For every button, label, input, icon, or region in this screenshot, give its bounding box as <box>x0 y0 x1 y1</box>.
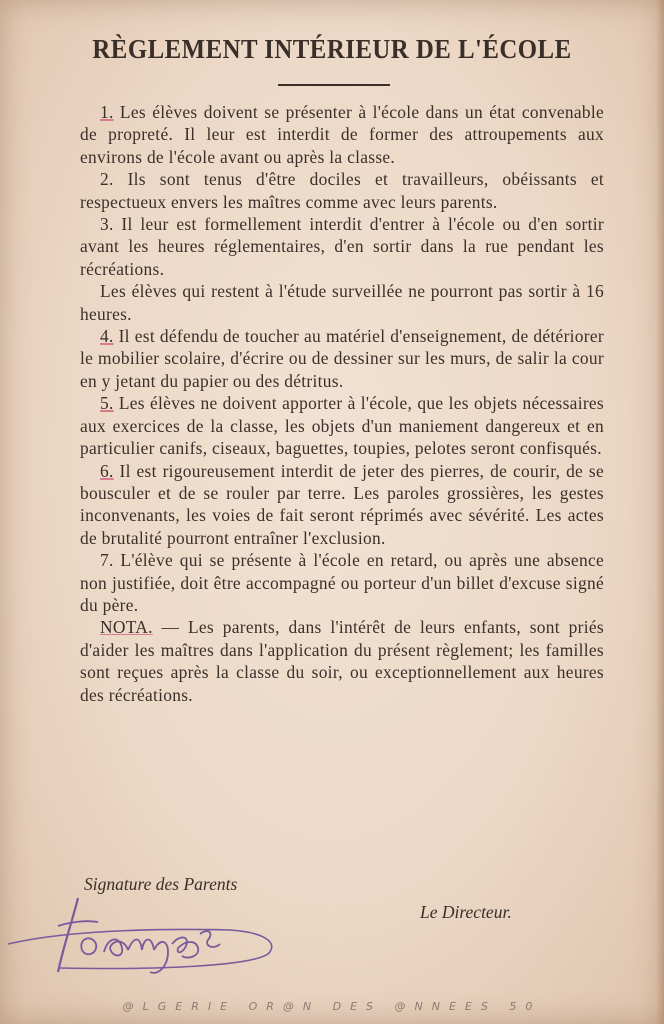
rule-text: L'élève qui se présente à l'école en retard, ou après une absence non justifiée, doit être accompagné ou porteur d'un billet d'excuse signé du père. <box>80 550 604 615</box>
directeur-label: Le Directeur. <box>420 902 512 922</box>
rule-text: Les élèves doivent se présenter à l'école dans un état convenable de propreté. Il leur est interdit de former des attroupements aux environs de l'école avant ou après la classe. <box>80 102 604 167</box>
handwritten-signature <box>0 892 320 982</box>
rule-number: 1. <box>100 102 114 122</box>
rule-3 <box>80 213 604 280</box>
rule-number: 7. <box>100 550 114 571</box>
nota-paragraph <box>80 616 604 706</box>
nota-label: NOTA. <box>100 617 153 638</box>
rule-text: Il est rigoureusement interdit de jeter des pierres, de courir, de se bousculer et de se rouler par terre. Les paroles grossières, les gestes inconvenants, les voies de fait seront réprimés avec sévérité. Les actes de brutalité pourront entraîner l'exclusion. <box>80 460 604 548</box>
watermark: @LGERIE OR@N DES @NNEES 50 <box>122 1000 542 1013</box>
rule-1 <box>80 101 604 168</box>
rule-7 <box>80 549 604 616</box>
rule-text: Ils sont tenus d'être dociles et travailleurs, obéissants et respectueux envers les maîtres comme avec leurs parents. <box>80 169 604 212</box>
rule-text: Les élèves qui restent à l'étude surveillée ne pourront pas sortir à 16 heures. <box>80 281 604 324</box>
rule-number: 5. <box>100 393 114 414</box>
rule-5 <box>80 392 604 459</box>
regulation-body <box>80 101 604 706</box>
rule-number: 4. <box>100 326 114 347</box>
rule-3-note <box>80 280 604 325</box>
rule-number: 6. <box>100 460 114 481</box>
signature-parents-label: Signature des Parents <box>84 874 238 894</box>
rule-text: Il est défendu de toucher au matériel d'enseignement, de détériorer le mobilier scolaire, d'écrire ou de dessiner sur les murs, de salir la cour en y jetant du papier ou des détritus. <box>80 326 604 391</box>
rule-text: Il leur est formellement interdit d'entrer à l'école ou d'en sortir avant les heures réglementaires, d'en sortir dans la rue pendant les récréations. <box>80 214 604 279</box>
nota-text: — Les parents, dans l'intérêt de leurs enfants, sont priés d'aider les maîtres dans l'application du présent règlement; les familles sont reçues après la classe du soir, ou exceptionnellement aux heures des récréations. <box>80 617 604 705</box>
paper-edge <box>656 0 664 1024</box>
title-divider <box>278 84 390 86</box>
rule-2 <box>80 168 604 213</box>
rule-6 <box>80 460 604 550</box>
rule-4 <box>80 325 604 392</box>
document-title: RÈGLEMENT INTÉRIEUR DE L'ÉCOLE <box>92 34 572 64</box>
rule-text: Les élèves ne doivent apporter à l'école, que les objets nécessaires aux exercices de la classe, les objets d'un maniement dangereux et en particulier canifs, ciseaux, baguettes, toupies, pelotes seront confisqués. <box>80 393 604 459</box>
rule-number: 3. <box>100 214 114 235</box>
rule-number: 2. <box>100 169 114 190</box>
